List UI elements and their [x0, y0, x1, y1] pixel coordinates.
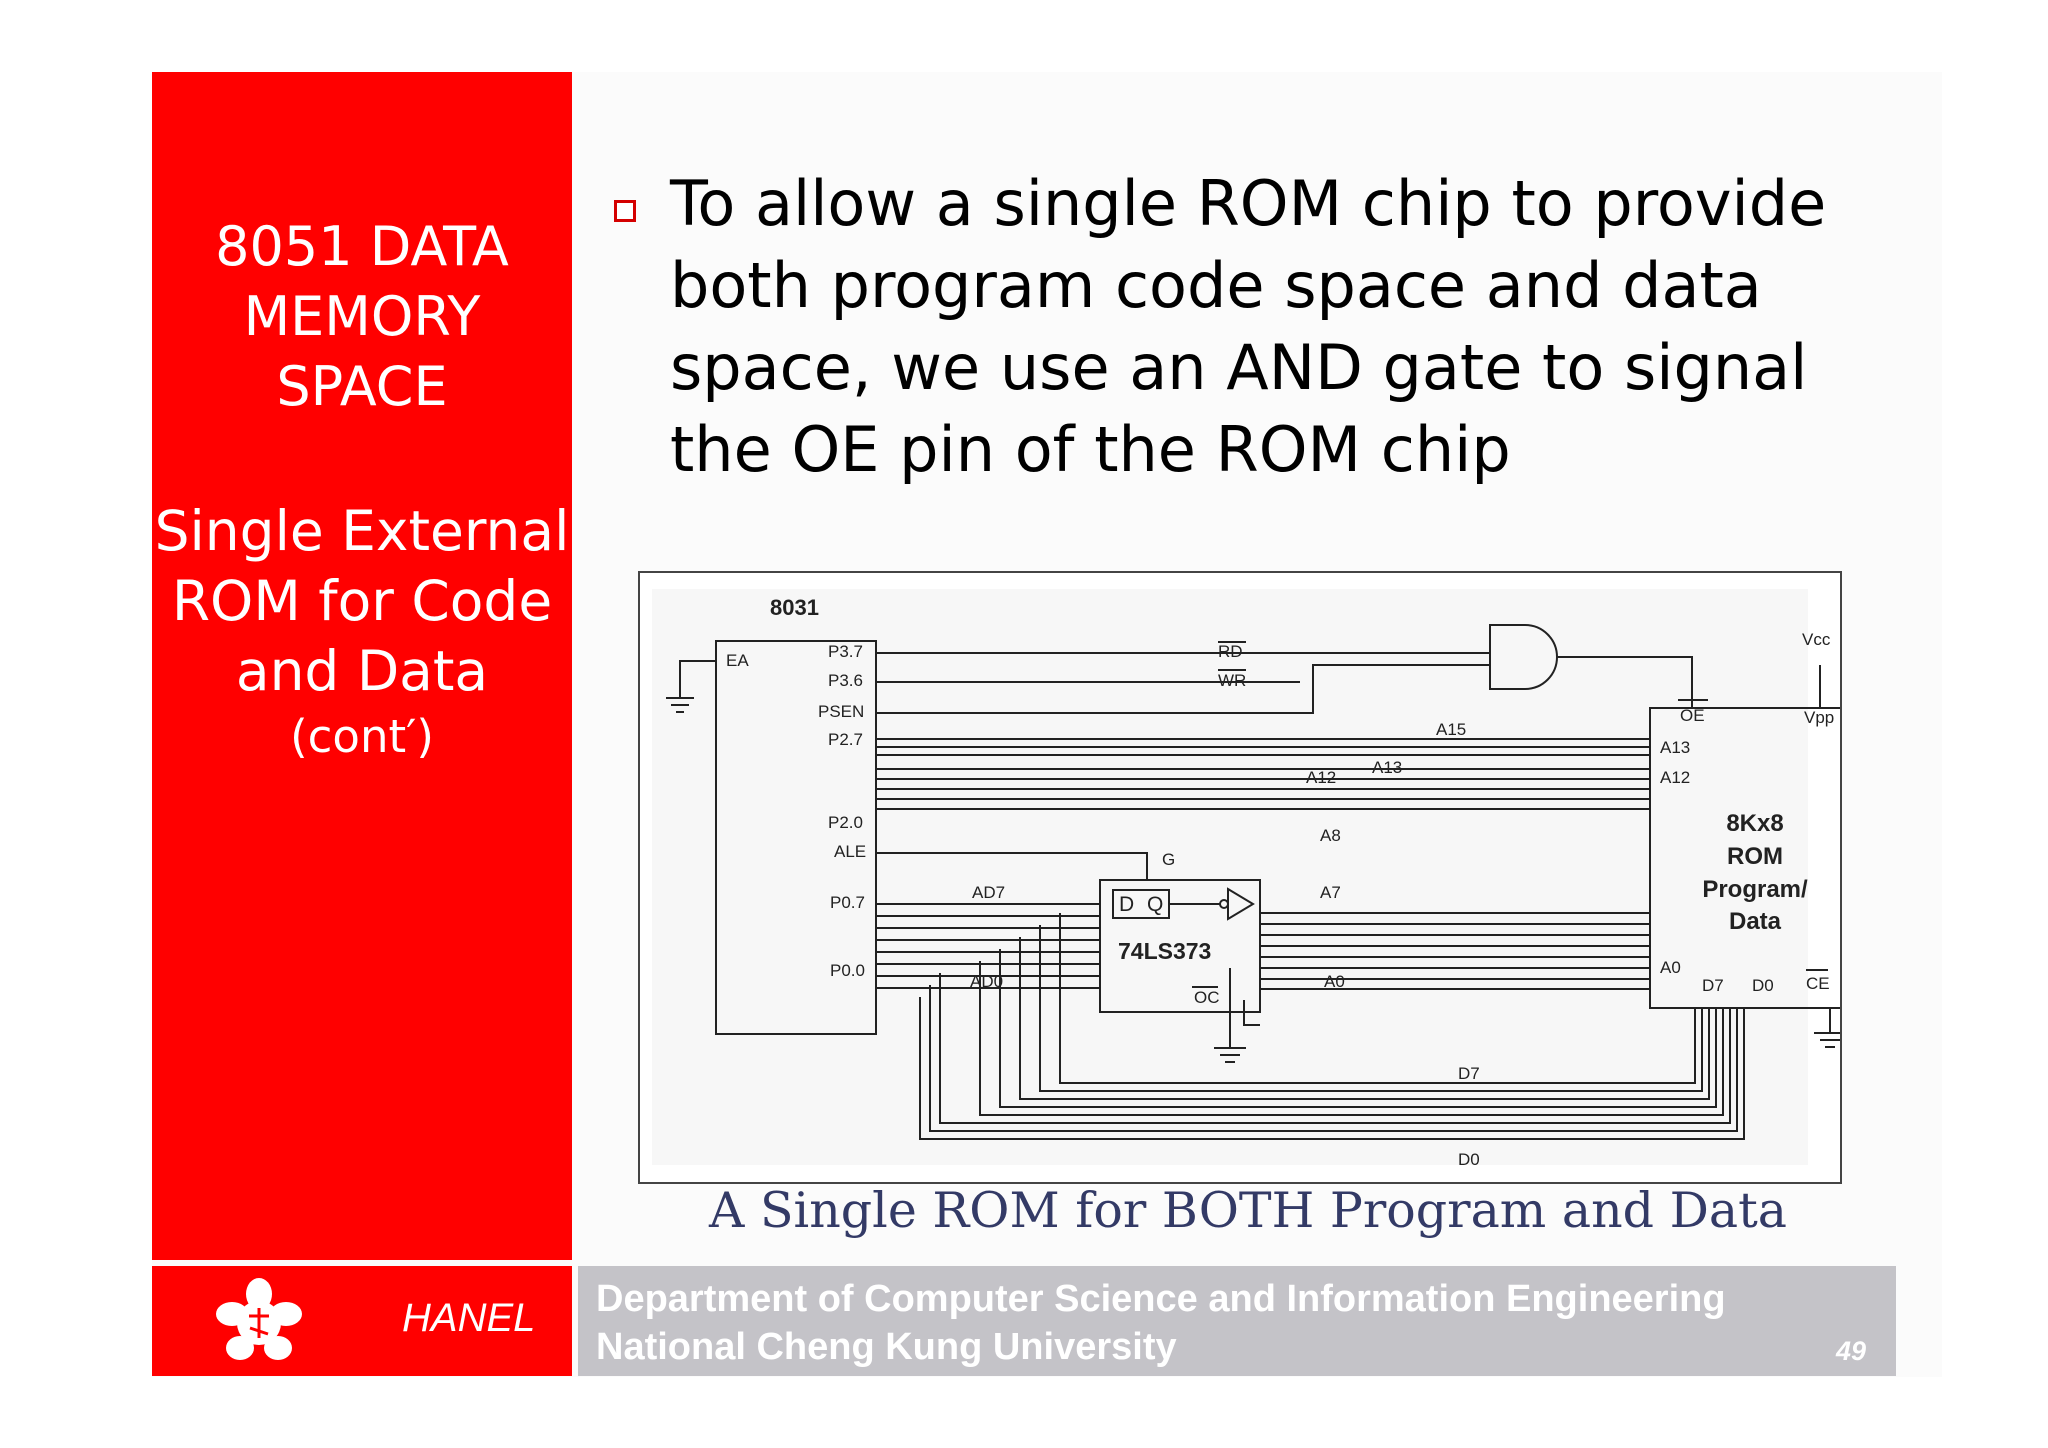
footer-department: Department of Computer Science and Information Engineering — [596, 1278, 1726, 1320]
label-a8: A8 — [1320, 826, 1341, 845]
label-a13-rom: A13 — [1660, 738, 1691, 757]
bullet-square-icon — [614, 200, 636, 222]
label-74ls373: 74LS373 — [1118, 938, 1212, 964]
label-a0-rom: A0 — [1660, 958, 1681, 977]
label-oe: OE — [1680, 706, 1705, 725]
label-p07: P0.7 — [830, 893, 865, 912]
label-oc: OC — [1194, 988, 1220, 1007]
label-a13-mid: A13 — [1372, 758, 1403, 777]
label-ce: CE — [1806, 974, 1830, 993]
page-number: 49 — [1835, 1336, 1866, 1366]
label-rom: ROM — [1727, 843, 1783, 870]
university-logo-icon — [202, 1278, 317, 1368]
label-g: G — [1162, 850, 1176, 869]
sidebar-title: 8051 DATA MEMORY SPACE — [215, 215, 509, 418]
footer-brand: HANEL — [402, 1296, 536, 1340]
label-rd: RD — [1218, 642, 1243, 661]
label-ea: EA — [726, 651, 749, 670]
diagram-caption: A Single ROM for BOTH Program and Data — [709, 1182, 1787, 1239]
label-p37: P3.7 — [828, 642, 863, 661]
label-ale: ALE — [834, 842, 867, 861]
label-d7-bus: D7 — [1458, 1064, 1480, 1083]
sidebar — [152, 72, 572, 1260]
label-a15: A15 — [1436, 720, 1467, 739]
label-vcc: Vcc — [1802, 630, 1831, 649]
footer-info — [578, 1266, 1896, 1376]
label-a12: A12 — [1306, 768, 1337, 787]
label-a0-mid: A0 — [1324, 972, 1345, 991]
label-p00: P0.0 — [830, 961, 865, 980]
label-vpp: Vpp — [1804, 708, 1835, 727]
label-rom-data: Data — [1728, 908, 1782, 935]
label-p27: P2.7 — [828, 730, 863, 749]
label-d: D — [1119, 893, 1135, 916]
circuit-diagram — [638, 571, 1842, 1184]
label-wr: WR — [1218, 671, 1247, 690]
label-ad0: AD0 — [970, 972, 1004, 991]
label-rom-size: 8Kx8 — [1726, 810, 1784, 837]
sidebar-cont: (cont′) — [290, 710, 434, 763]
label-8031: 8031 — [770, 595, 819, 620]
label-d0-bus: D0 — [1458, 1150, 1480, 1169]
label-d7-rom: D7 — [1702, 976, 1724, 995]
label-ad7: AD7 — [972, 883, 1006, 902]
label-a7: A7 — [1320, 883, 1341, 902]
label-p36: P3.6 — [828, 671, 863, 690]
sidebar-subtitle-text: Single External ROM for Code and Data — [154, 499, 570, 703]
label-psen: PSEN — [818, 702, 865, 721]
label-a12-rom: A12 — [1660, 768, 1691, 787]
footer-brand-area — [152, 1266, 572, 1376]
bullet-text: To allow a single ROM chip to provide both program code space and data space, we use an AND gate to signal the OE pin of the ROM chip — [670, 167, 1827, 486]
label-rom-program: Program/ — [1702, 876, 1808, 903]
sidebar-subtitle — [152, 496, 572, 768]
label-d0-rom: D0 — [1752, 976, 1774, 995]
label-q: Q — [1147, 893, 1164, 916]
circuit-svg — [640, 573, 1840, 1182]
footer-university: National Cheng Kung University — [596, 1326, 1177, 1368]
label-p20: P2.0 — [828, 813, 863, 832]
